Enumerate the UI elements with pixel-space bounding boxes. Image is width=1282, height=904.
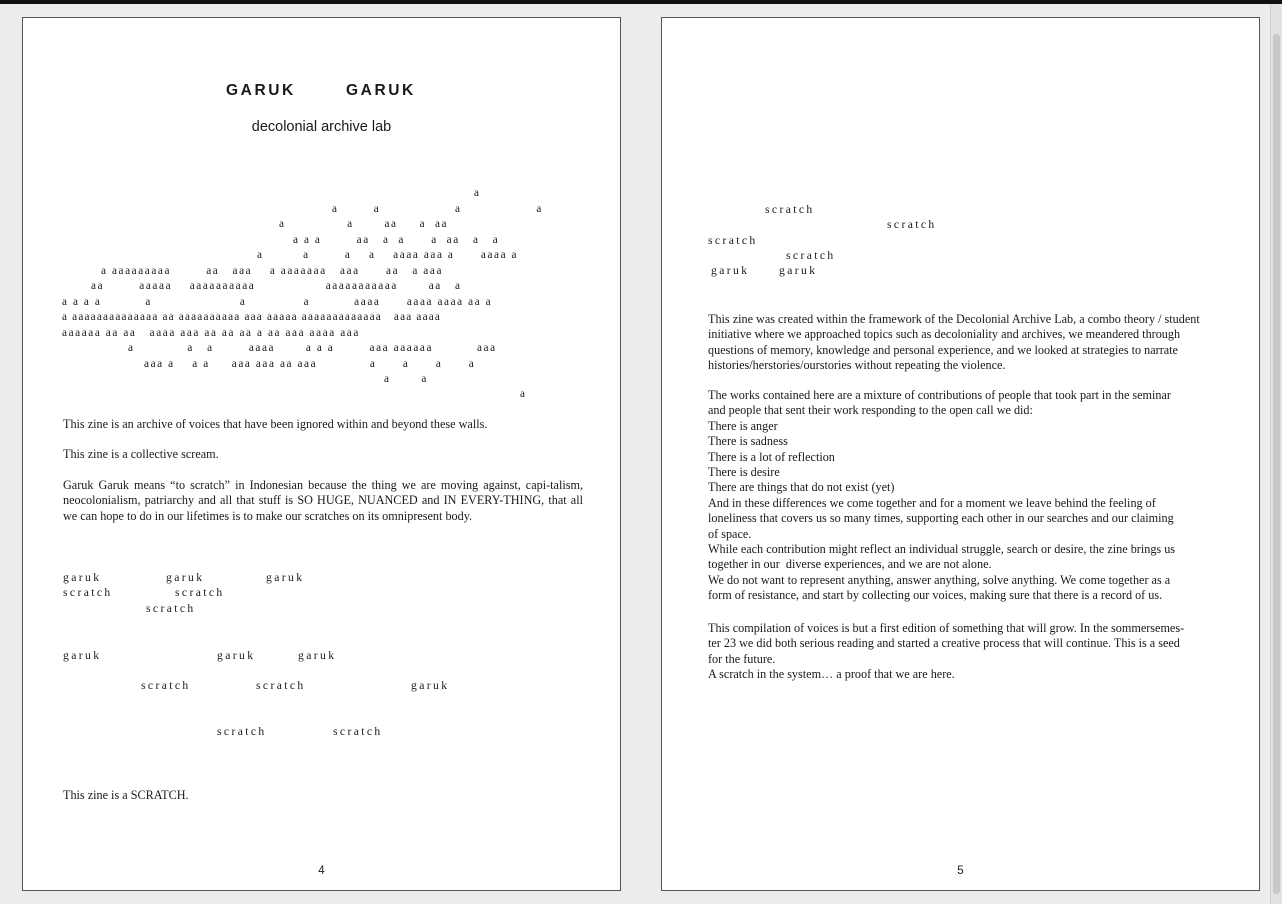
word-garuk: garuk [63, 571, 102, 584]
page-subtitle: decolonial archive lab [251, 119, 392, 135]
text-line: ter 23 we did both serious reading and started a creative process that will continue. This is a seed [708, 636, 1180, 651]
garuk-meaning-paragraph: Garuk Garuk means “to scratch” in Indonesian because the thing we are moving against, capi-talism, neocolonialism, patriarchy and all that stuff is SO HUGE, NUANCED and IN EVERY-THING, that all we can hope to do in our lifetimes is to make our scratches on its omnipresent body. [63, 478, 583, 523]
word-garuk: garuk [779, 264, 818, 277]
text-line: for the future. [708, 651, 776, 666]
ascii-line: a a a aaaa a a a aaa aaaaaa aaa [128, 342, 497, 354]
word-scratch: scratch [217, 725, 267, 738]
closing-paragraph [708, 621, 1248, 683]
text-line: loneliness that covers us so many times, supporting each other in our searches and our claiming [708, 511, 1174, 526]
title-garuk-1: GARUK [226, 82, 296, 99]
word-scratch: scratch [765, 203, 815, 216]
word-scratch: scratch [256, 679, 306, 692]
text-line: There is anger [708, 418, 778, 433]
ascii-line: a aaaaaaaaa aa aaa a aaaaaaa aaa aa a aaa [101, 265, 444, 277]
context-paragraph: This zine was created within the framework of the Decolonial Archive Lab, a combo theory / student initiative where we approached topics such as decoloniality and archives, we meandered through questions of memory, knowledge and personal experience, and we looked at strategies to narrate histories/herstories/ourstories without repeating the violence. [708, 312, 1200, 373]
ascii-line: aaaaaa aa aa aaaa aaa aa aa aa a aa aaa aaaa aaa [62, 327, 360, 339]
contributions-paragraph [708, 388, 1248, 604]
text-line: This compilation of voices is but a first edition of something that will grow. In the sommersemes- [708, 621, 1185, 635]
text-line: of space. [708, 526, 752, 541]
page-number: 4 [318, 865, 325, 877]
scream-paragraph: This zine is a collective scream. [63, 447, 219, 461]
title-garuk-2: GARUK [346, 82, 416, 99]
text-line: together in our diverse experiences, and we are not alone. [708, 557, 992, 572]
word-scratch: scratch [141, 679, 191, 692]
text-line: There is desire [708, 465, 780, 480]
word-garuk: garuk [266, 571, 305, 584]
ascii-line: a aaaaaaaaaaaaaa aa aaaaaaaaaa aaa aaaaa aaaaaaaaaaaaa aaa aaaa [62, 311, 442, 323]
text-line: The works contained here are a mixture of contributions of people that took part in the seminar [708, 388, 1171, 402]
word-garuk: garuk [298, 649, 337, 662]
text-line: There is sadness [708, 434, 788, 449]
ascii-line: aa aaaaa aaaaaaaaaa aaaaaaaaaaa aa a [91, 280, 462, 292]
word-garuk: garuk [711, 264, 750, 277]
word-scratch: scratch [887, 218, 937, 231]
text-line: There are things that do not exist (yet) [708, 480, 895, 495]
ascii-line: a [474, 187, 481, 199]
text-line: A scratch in the system… a proof that we are here. [708, 667, 955, 682]
ascii-line: aaa a a a aaa aaa aa aaa a a a a [144, 358, 476, 370]
page-number: 5 [957, 865, 964, 877]
ascii-line: a a [384, 373, 428, 385]
closing-line: This zine is a SCRATCH. [63, 788, 189, 802]
word-scratch: scratch [708, 234, 758, 247]
vertical-scrollbar[interactable] [1270, 4, 1282, 904]
word-garuk: garuk [411, 679, 450, 692]
word-garuk: garuk [217, 649, 256, 662]
text-line: and people that sent their work responding to the open call we did: [708, 403, 1033, 418]
ascii-line: a a aa a aa [279, 218, 449, 230]
ascii-line: a a a a [332, 203, 543, 215]
word-scratch: scratch [333, 725, 383, 738]
word-garuk: garuk [63, 649, 102, 662]
page-4 [22, 17, 621, 891]
window-top-bar [0, 0, 1282, 4]
text-line: While each contribution might reflect an individual struggle, search or desire, the zine brings us [708, 542, 1176, 557]
word-scratch: scratch [63, 586, 113, 599]
ascii-line: a a a a aaaa aaa a aaaa a [257, 249, 519, 261]
word-scratch: scratch [175, 586, 225, 599]
intro-paragraph: This zine is an archive of voices that have been ignored within and beyond these walls. [63, 417, 488, 431]
ascii-line: a a a aa a a a aa a a [293, 234, 500, 246]
text-line: form of resistance, and start by collecting our voices, making sure that there is a record of us. [708, 588, 1163, 603]
page-5 [661, 17, 1260, 891]
word-garuk: garuk [166, 571, 205, 584]
word-scratch: scratch [786, 249, 836, 262]
text-line: There is a lot of reflection [708, 449, 835, 464]
word-scratch: scratch [146, 602, 196, 615]
text-line: And in these differences we come together and for a moment we leave behind the feeling of [708, 495, 1156, 510]
text-line: We do not want to represent anything, answer anything, solve anything. We come together as a [708, 572, 1171, 587]
scrollbar-thumb[interactable] [1273, 34, 1280, 894]
ascii-line: a [520, 388, 527, 400]
ascii-line: a a a a a a a aaaa aaaa aaaa aa a [62, 296, 493, 308]
